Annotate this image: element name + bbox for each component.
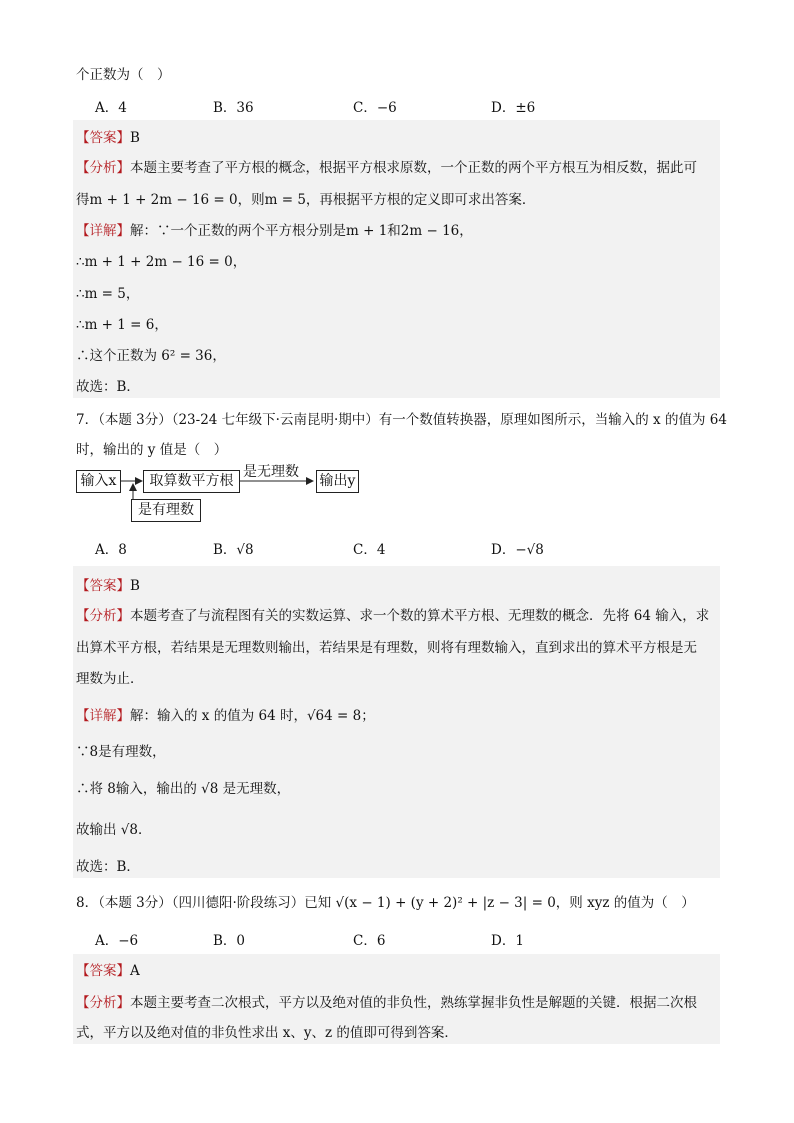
q8-analysis-text-1: 本题主要考查二次根式，平方以及绝对值的非负性，熟练掌握非负性是解题的关键．根据二次根 xyxy=(130,995,697,1011)
flow-input-box: 输入x xyxy=(76,470,121,493)
detail-tag: 【详解】 xyxy=(76,708,130,724)
q8-stem: 8．（本题 3分）（四川德阳·阶段练习）已知 √(x − 1) + (y + 2)² + |z − 3| = 0，则 xyz 的值为（ ） xyxy=(76,895,695,911)
q8-answer-line xyxy=(76,959,140,979)
flowchart-arrows xyxy=(0,0,794,540)
q7-option-c[interactable]: C．4 xyxy=(353,542,386,558)
q6-detail-line-4: ∴m + 1 = 6， xyxy=(76,317,168,333)
q6-stem-tail: 个正数为（ ） xyxy=(76,67,171,83)
answer-tag: 【答案】 xyxy=(76,578,130,594)
q6-answer: B xyxy=(130,130,140,146)
q7-analysis-line-3: 理数为止． xyxy=(76,671,144,687)
q8-option-d[interactable]: D．1 xyxy=(491,933,524,949)
q7-answer-line xyxy=(76,574,140,594)
q6-option-c[interactable]: C．−6 xyxy=(353,100,397,116)
q7-detail-text-1: 解：输入的 x 的值为 64 时，√64 = 8； xyxy=(130,708,375,724)
q6-analysis-line-2: 得m + 1 + 2m − 16 = 0，则m = 5，再根据平方根的定义即可求出答案． xyxy=(76,192,536,208)
q7-analysis-text-1: 本题考查了与流程图有关的实数运算、求一个数的算术平方根、无理数的概念．先将 64 输入，求 xyxy=(130,608,710,624)
q7-analysis-line-2: 出算术平方根，若结果是无理数则输出，若结果是有理数，则将有理数输入，直到求出的算术平方根是无 xyxy=(76,640,697,656)
q6-detail-line-2: ∴m + 1 + 2m − 16 = 0， xyxy=(76,254,247,270)
q8-analysis-line-2: 式，平方以及绝对值的非负性求出 x、y、z 的值即可得到答案． xyxy=(76,1025,458,1041)
answer-tag: 【答案】 xyxy=(76,963,130,979)
q6-choice: 故选：B． xyxy=(76,379,140,395)
answer-tag: 【答案】 xyxy=(76,130,130,146)
analysis-tag: 【分析】 xyxy=(76,608,130,624)
flow-process-box: 取算数平方根 xyxy=(143,470,240,493)
q8-analysis-line-1 xyxy=(76,991,697,1011)
q8-option-a[interactable]: A．−6 xyxy=(95,933,139,949)
q6-analysis-text-1: 本题主要考查了平方根的概念，根据平方根求原数，一个正数的两个平方根互为相反数，据此可 xyxy=(130,160,697,176)
q7-stem-line-2: 时，输出的 y 值是（ ） xyxy=(76,442,228,458)
q7-detail-line-4: 故输出 √8． xyxy=(76,822,152,838)
q7-choice: 故选：B． xyxy=(76,859,140,875)
q8-option-c[interactable]: C．6 xyxy=(353,933,386,949)
flow-output-box: 输出y xyxy=(316,470,359,493)
q7-option-b[interactable]: B．√8 xyxy=(213,542,254,558)
detail-tag: 【详解】 xyxy=(76,223,130,239)
q7-option-a[interactable]: A．8 xyxy=(95,542,127,558)
q7-detail-line-1 xyxy=(76,704,375,724)
analysis-tag: 【分析】 xyxy=(76,995,130,1011)
q6-option-a[interactable]: A．4 xyxy=(95,100,127,116)
q8-answer: A xyxy=(130,963,140,979)
q6-detail-line-3: ∴m = 5， xyxy=(76,286,140,302)
q6-detail-line-5: ∴这个正数为 6² = 36， xyxy=(76,348,226,364)
q7-stem-line-1: 7．（本题 3分）（23-24 七年级下·云南昆明·期中）有一个数值转换器，原理如图所示，当输入的 x 的值为 64 xyxy=(76,412,727,428)
q7-option-d[interactable]: D．−√8 xyxy=(491,542,544,558)
q7-answer: B xyxy=(130,578,140,594)
q7-analysis-line-1 xyxy=(76,604,709,624)
q6-detail-text-1: 解：∵一个正数的两个平方根分别是m + 1和2m − 16， xyxy=(130,223,473,239)
q6-option-d[interactable]: D．±6 xyxy=(491,100,536,116)
q7-detail-line-2: ∵8是有理数， xyxy=(76,744,166,760)
q8-option-b[interactable]: B．0 xyxy=(213,933,246,949)
flow-irrational-label: 是无理数 xyxy=(243,464,299,480)
analysis-tag: 【分析】 xyxy=(76,160,130,176)
flow-rational-box: 是有理数 xyxy=(131,499,201,522)
q7-detail-line-3: ∴将 8输入，输出的 √8 是无理数， xyxy=(76,781,291,797)
q6-option-b[interactable]: B．36 xyxy=(213,100,254,116)
